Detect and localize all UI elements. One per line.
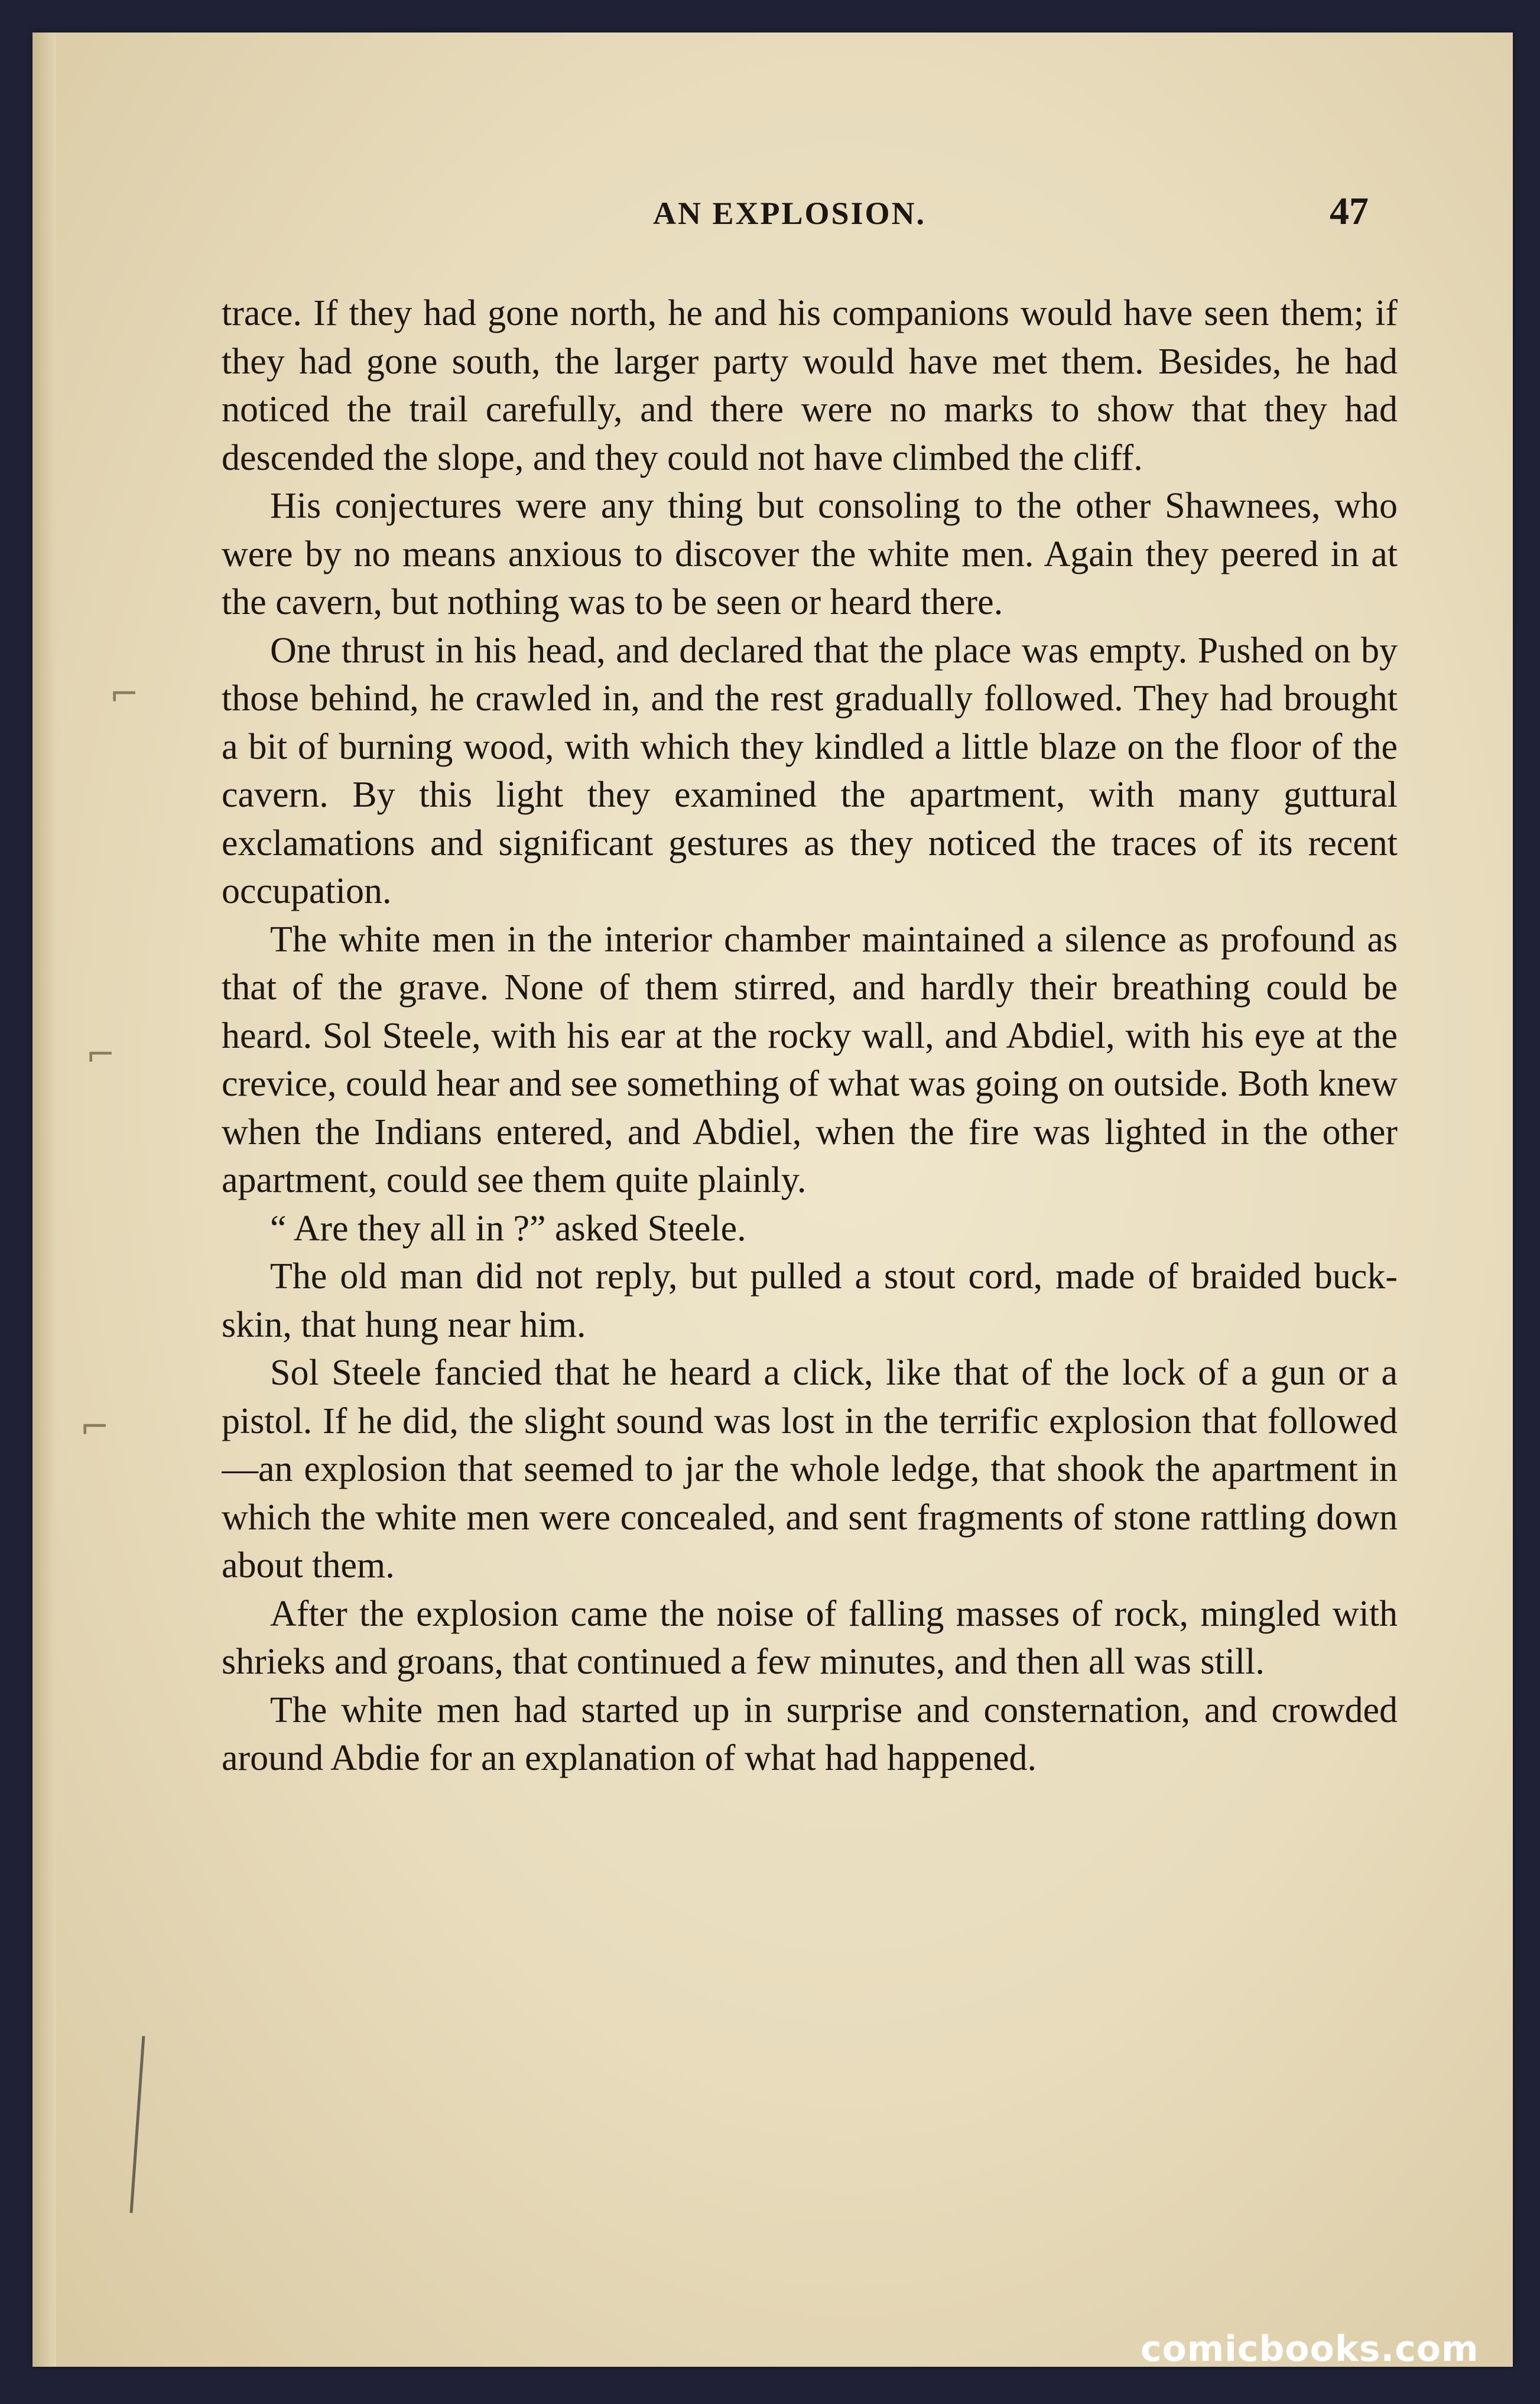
running-head: AN EXPLOSION. <box>653 196 927 231</box>
paragraph: After the explosion came the noise of falling masses of rock, mingled with shrieks and groans, that continued a few minutes, and then all was still. <box>222 1593 1398 1682</box>
book-page <box>33 33 1513 2367</box>
pencil-margin-mark <box>130 2036 145 2213</box>
paragraph: The white men in the interior chamber maintained a silence as profound as that of the grave. None of them stirred, and hardly their breathing could be heard. Sol Steele, with his ear at the rocky wall, and Abdiel, with his eye at the crevice, could hear and see something of what was going on outside. Both knew when the Indians entered, and Abdiel, when the fire was lighted in the other apartment, could see them quite plainly. <box>222 919 1398 1200</box>
paragraph: His conjectures were any thing but consoling to the other Shawnees, who were by no means anxious to discover the white men. Again they peered in at the cavern, but nothing was to be seen or heard there. <box>222 486 1398 622</box>
paragraph: One thrust in his head, and declared that the place was empty. Pushed on by those behind, he crawled in, and the rest gradually followed. They had brought a bit of burning wood, with which they kindled a little blaze on the floor of the cavern. By this light they examined the apartment, with many guttural exclamations and significant gestures as they noticed the traces of its recent occupation. <box>222 630 1398 911</box>
paragraph: Sol Steele fancied that he heard a click, like that of the lock of a gun or a pistol. If he did, the slight sound was lost in the terrific explosion that followed—an explosion that seemed to jar the whole ledge, that shook the apartment in which the white men were concealed, and sent fragments of stone rattling down about them. <box>222 1353 1398 1586</box>
page-tear-mark: ⌐ <box>109 674 139 715</box>
page-spine-shadow <box>33 33 56 2367</box>
page-tear-mark: ⌐ <box>80 1406 110 1448</box>
page-header <box>33 189 1513 242</box>
body-text <box>222 290 1398 2257</box>
paragraph: The white men had started up in surprise and consternation, and crowded around Abdie for an explanation of what had happened. <box>222 1690 1398 1778</box>
paragraph: “ Are they all in ?” asked Steele. <box>270 1208 746 1249</box>
paragraph: The old man did not reply, but pulled a stout cord, made of braided buck-skin, that hung near him. <box>222 1256 1398 1345</box>
site-watermark: comicbooks.com <box>1141 2328 1479 2370</box>
paragraph: trace. If they had gone north, he and his companions would have seen them; if they had gone south, the larger party would have met them. Besides, he had noticed the trail carefully, and there were no marks to show that they had descended the slope, and they could not have climbed the cliff. <box>222 293 1398 478</box>
page-number: 47 <box>1330 190 1369 233</box>
page-tear-mark: ⌐ <box>86 1034 116 1076</box>
